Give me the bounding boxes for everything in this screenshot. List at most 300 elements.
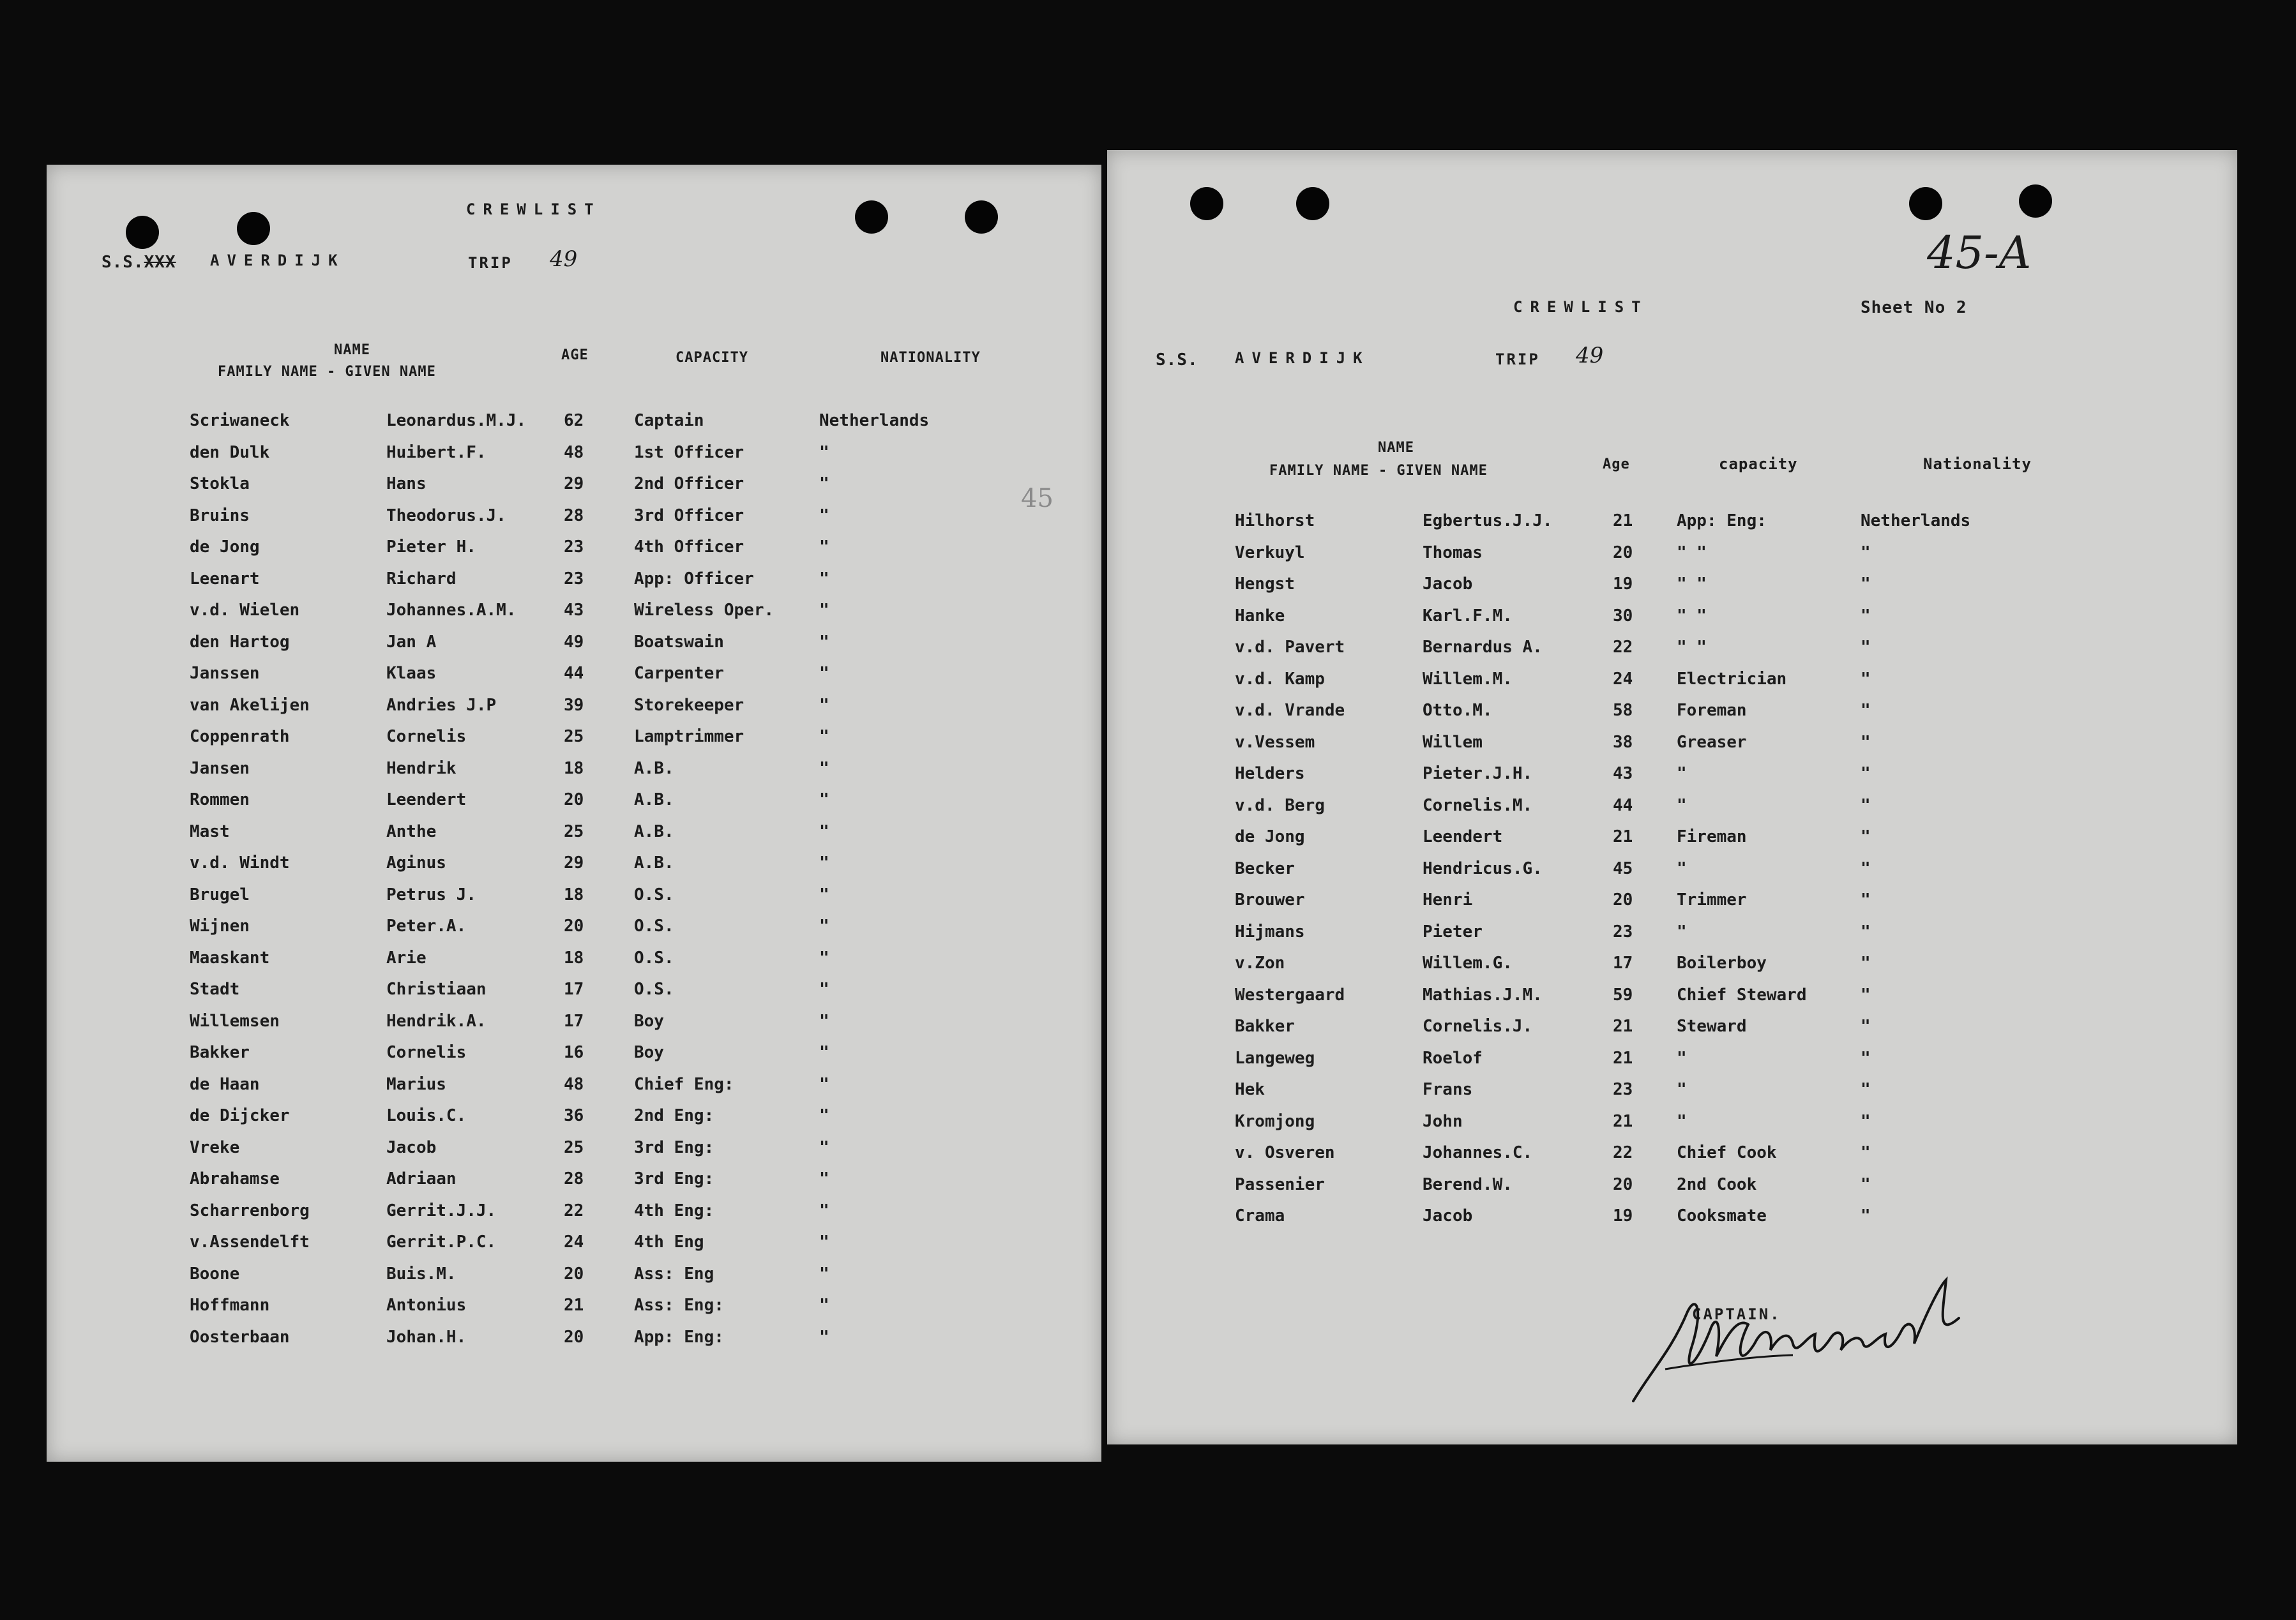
- capacity-cell: Captain: [634, 411, 704, 430]
- family-name-cell: Bakker: [1235, 1017, 1295, 1036]
- given-name-cell: Otto.M.: [1423, 701, 1493, 720]
- crew-row: [47, 411, 1101, 437]
- nationality-cell: ": [1861, 1206, 1871, 1226]
- crew-row: [1107, 1112, 2237, 1137]
- family-name-cell: v.d. Vrande: [1235, 701, 1345, 720]
- sheet-title: CREWLIST: [466, 200, 601, 218]
- faint-page-number: 45: [1021, 484, 1054, 513]
- crew-row: [1107, 986, 2237, 1011]
- given-name-cell: Huibert.F.: [386, 442, 487, 462]
- age-cell: 24: [1613, 669, 1633, 689]
- nationality-cell: ": [1861, 701, 1871, 720]
- given-name-cell: Cornelis.M.: [1423, 795, 1533, 815]
- crew-row: [47, 727, 1101, 753]
- ship-name: AVERDIJK: [210, 251, 345, 269]
- crew-row: [47, 1012, 1101, 1037]
- trip-label: TRIP: [468, 254, 513, 272]
- age-cell: 20: [1613, 543, 1633, 562]
- crew-row: [1107, 796, 2237, 821]
- capacity-cell: Boilerboy: [1677, 954, 1767, 973]
- nationality-cell: ": [819, 821, 829, 841]
- nationality-cell: Netherlands: [819, 411, 930, 430]
- age-cell: 58: [1613, 701, 1633, 720]
- capacity-cell: ": [1677, 859, 1687, 878]
- crew-row: [47, 664, 1101, 689]
- given-name-cell: Hendrik: [386, 758, 457, 778]
- nationality-cell: ": [819, 506, 829, 525]
- capacity-cell: 1st Officer: [634, 442, 744, 462]
- capacity-cell: ": [1677, 922, 1687, 941]
- family-name-cell: Becker: [1235, 859, 1295, 878]
- crew-row: [47, 696, 1101, 721]
- nationality-cell: ": [1861, 954, 1871, 973]
- punch-hole: [1296, 187, 1329, 220]
- age-cell: 62: [564, 411, 584, 430]
- given-name-cell: Arie: [386, 948, 427, 968]
- capacity-cell: Carpenter: [634, 664, 724, 683]
- nationality-cell: ": [819, 1043, 829, 1062]
- nationality-cell: ": [819, 632, 829, 652]
- family-name-cell: Coppenrath: [190, 727, 290, 746]
- age-cell: 21: [1613, 1111, 1633, 1131]
- family-name-cell: v.d. Berg: [1235, 795, 1325, 815]
- nationality-cell: ": [1861, 859, 1871, 878]
- family-name-cell: Stokla: [190, 474, 250, 493]
- given-name-cell: Willem.G.: [1423, 954, 1513, 973]
- crew-row: [1107, 1017, 2237, 1042]
- capacity-cell: Chief Cook: [1677, 1143, 1777, 1162]
- given-name-cell: Gerrit.P.C.: [386, 1233, 497, 1252]
- age-cell: 43: [1613, 764, 1633, 783]
- given-name-cell: Louis.C.: [386, 1106, 467, 1125]
- given-name-cell: Antonius: [386, 1296, 467, 1315]
- capacity-cell: 2nd Cook: [1677, 1174, 1757, 1194]
- header-capacity: capacity: [1719, 455, 1798, 473]
- age-cell: 23: [1613, 922, 1633, 941]
- given-name-cell: Leendert: [1423, 827, 1503, 846]
- given-name-cell: Adriaan: [386, 1169, 457, 1189]
- age-cell: 22: [564, 1201, 584, 1220]
- family-name-cell: Oosterbaan: [190, 1327, 290, 1347]
- header-capacity: CAPACITY: [676, 350, 748, 366]
- capacity-cell: A.B.: [634, 821, 674, 841]
- nationality-cell: ": [819, 1296, 829, 1315]
- nationality-cell: ": [819, 1264, 829, 1284]
- crew-row: [47, 790, 1101, 816]
- given-name-cell: Theodorus.J.: [386, 506, 506, 525]
- capacity-cell: Foreman: [1677, 701, 1747, 720]
- family-name-cell: Crama: [1235, 1206, 1285, 1226]
- given-name-cell: Hendrik.A.: [386, 1011, 487, 1031]
- family-name-cell: v.Assendelft: [190, 1233, 310, 1252]
- given-name-cell: Peter.A.: [386, 917, 467, 936]
- age-cell: 18: [564, 948, 584, 968]
- crew-row: [47, 474, 1101, 500]
- age-cell: 45: [1613, 859, 1633, 878]
- crew-row: [47, 633, 1101, 658]
- crew-row: [47, 1328, 1101, 1353]
- given-name-cell: Willem.M.: [1423, 669, 1513, 689]
- given-name-cell: Jacob: [1423, 1206, 1473, 1226]
- nationality-cell: Netherlands: [1861, 511, 1971, 530]
- nationality-cell: ": [819, 1074, 829, 1094]
- family-name-cell: den Dulk: [190, 442, 270, 462]
- capacity-cell: O.S.: [634, 885, 674, 904]
- age-cell: 29: [564, 474, 584, 493]
- age-cell: 18: [564, 758, 584, 778]
- nationality-cell: ": [1861, 732, 1871, 752]
- crew-row: [47, 917, 1101, 942]
- nationality-cell: ": [819, 727, 829, 746]
- age-cell: 44: [1613, 795, 1633, 815]
- age-cell: 25: [564, 1137, 584, 1157]
- nationality-cell: ": [819, 537, 829, 557]
- age-cell: 21: [564, 1296, 584, 1315]
- capacity-cell: A.B.: [634, 758, 674, 778]
- crewlist-sheet-2: [1107, 150, 2237, 1444]
- given-name-cell: Christiaan: [386, 980, 487, 999]
- capacity-cell: Greaser: [1677, 732, 1747, 752]
- nationality-cell: ": [1861, 827, 1871, 846]
- crew-row: [1107, 638, 2237, 663]
- family-name-cell: Bakker: [190, 1043, 250, 1062]
- crew-row: [1107, 1206, 2237, 1232]
- age-cell: 20: [564, 790, 584, 809]
- age-cell: 19: [1613, 574, 1633, 594]
- family-name-cell: Stadt: [190, 980, 240, 999]
- nationality-cell: ": [1861, 543, 1871, 562]
- capacity-cell: ": [1677, 764, 1687, 783]
- capacity-cell: Wireless Oper.: [634, 601, 774, 620]
- sheet-title: CREWLIST: [1513, 298, 1649, 316]
- given-name-cell: Pieter H.: [386, 537, 476, 557]
- sheet-number: Sheet No 2: [1861, 298, 1967, 317]
- capacity-cell: " ": [1677, 638, 1707, 657]
- age-cell: 25: [564, 727, 584, 746]
- family-name-cell: Willemsen: [190, 1011, 280, 1031]
- family-name-cell: Langeweg: [1235, 1048, 1315, 1068]
- nationality-cell: ": [819, 1201, 829, 1220]
- capacity-cell: A.B.: [634, 790, 674, 809]
- crew-row: [47, 569, 1101, 595]
- age-cell: 39: [564, 695, 584, 715]
- capacity-cell: 4th Eng:: [634, 1201, 714, 1220]
- header-nationality: NATIONALITY: [880, 350, 981, 366]
- capacity-cell: Steward: [1677, 1017, 1747, 1036]
- nationality-cell: ": [819, 664, 829, 683]
- nationality-cell: ": [819, 601, 829, 620]
- header-nationality: Nationality: [1923, 455, 2032, 473]
- given-name-cell: Thomas: [1423, 543, 1483, 562]
- punch-hole: [2019, 184, 2052, 218]
- given-name-cell: Pieter: [1423, 922, 1483, 941]
- age-cell: 16: [564, 1043, 584, 1062]
- family-name-cell: Boone: [190, 1264, 240, 1284]
- family-name-cell: Verkuyl: [1235, 543, 1305, 562]
- age-cell: 17: [564, 1011, 584, 1031]
- crew-row: [1107, 922, 2237, 948]
- capacity-cell: Boatswain: [634, 632, 724, 652]
- age-cell: 48: [564, 442, 584, 462]
- crew-row: [47, 759, 1101, 784]
- given-name-cell: Gerrit.J.J.: [386, 1201, 497, 1220]
- given-name-cell: Leendert: [386, 790, 467, 809]
- capacity-cell: ": [1677, 795, 1687, 815]
- nationality-cell: ": [819, 474, 829, 493]
- punch-hole: [126, 216, 159, 249]
- ship-name: AVERDIJK: [1235, 349, 1370, 367]
- trip-number: 49: [550, 246, 578, 272]
- nationality-cell: ": [1861, 985, 1871, 1005]
- capacity-cell: Ass: Eng: [634, 1264, 714, 1284]
- capacity-cell: O.S.: [634, 917, 674, 936]
- crew-row: [1107, 1080, 2237, 1106]
- crew-table-1: [47, 411, 1101, 1356]
- family-name-cell: Hengst: [1235, 574, 1295, 594]
- age-cell: 44: [564, 664, 584, 683]
- crew-row: [47, 1075, 1101, 1100]
- given-name-cell: Leonardus.M.J.: [386, 411, 527, 430]
- family-name-cell: Westergaard: [1235, 985, 1345, 1005]
- given-name-cell: Petrus J.: [386, 885, 476, 904]
- age-cell: 25: [564, 821, 584, 841]
- nationality-cell: ": [819, 695, 829, 715]
- nationality-cell: ": [1861, 922, 1871, 941]
- given-name-cell: Johannes.C.: [1423, 1143, 1533, 1162]
- crew-row: [47, 822, 1101, 848]
- age-cell: 59: [1613, 985, 1633, 1005]
- family-name-cell: v.d. Pavert: [1235, 638, 1345, 657]
- capacity-cell: " ": [1677, 606, 1707, 626]
- given-name-cell: Berend.W.: [1423, 1174, 1513, 1194]
- crew-row: [1107, 543, 2237, 569]
- crew-row: [47, 1106, 1101, 1132]
- family-name-cell: Rommen: [190, 790, 250, 809]
- age-cell: 49: [564, 632, 584, 652]
- age-cell: 23: [564, 537, 584, 557]
- punch-hole: [1190, 187, 1223, 220]
- crew-row: [47, 1296, 1101, 1321]
- crew-row: [47, 537, 1101, 563]
- nationality-cell: ": [819, 758, 829, 778]
- age-cell: 20: [1613, 1174, 1633, 1194]
- nationality-cell: ": [1861, 795, 1871, 815]
- family-name-cell: Scharrenborg: [190, 1201, 310, 1220]
- age-cell: 17: [1613, 954, 1633, 973]
- nationality-cell: ": [819, 790, 829, 809]
- crew-row: [1107, 764, 2237, 790]
- punch-hole: [237, 212, 270, 245]
- age-cell: 17: [564, 980, 584, 999]
- age-cell: 20: [564, 1264, 584, 1284]
- crew-row: [1107, 827, 2237, 853]
- family-name-cell: v.d. Windt: [190, 853, 290, 873]
- given-name-cell: Willem: [1423, 732, 1483, 752]
- age-cell: 18: [564, 885, 584, 904]
- capacity-cell: 3rd Eng:: [634, 1137, 714, 1157]
- nationality-cell: ": [819, 1106, 829, 1125]
- given-name-cell: Hendricus.G.: [1423, 859, 1543, 878]
- age-cell: 29: [564, 853, 584, 873]
- header-name: NAME: [334, 342, 370, 358]
- age-cell: 20: [564, 917, 584, 936]
- nationality-cell: ": [819, 569, 829, 589]
- capacity-cell: A.B.: [634, 853, 674, 873]
- capacity-cell: App: Eng:: [634, 1327, 724, 1347]
- crew-row: [47, 949, 1101, 974]
- age-cell: 28: [564, 506, 584, 525]
- given-name-cell: Jacob: [1423, 574, 1473, 594]
- given-name-cell: Karl.F.M.: [1423, 606, 1513, 626]
- nationality-cell: ": [1861, 890, 1871, 910]
- given-name-cell: Johan.H.: [386, 1327, 467, 1347]
- family-name-cell: van Akelijen: [190, 695, 310, 715]
- crew-row: [47, 1138, 1101, 1164]
- given-name-cell: Aginus: [386, 853, 446, 873]
- crewlist-sheet-1: [47, 165, 1101, 1462]
- age-cell: 19: [1613, 1206, 1633, 1226]
- punch-hole: [1909, 187, 1942, 220]
- crew-row: [47, 1233, 1101, 1258]
- nationality-cell: ": [819, 885, 829, 904]
- nationality-cell: ": [1861, 764, 1871, 783]
- age-cell: 30: [1613, 606, 1633, 626]
- capacity-cell: App: Eng:: [1677, 511, 1767, 530]
- captain-signature: [1627, 1273, 1984, 1420]
- family-name-cell: Brugel: [190, 885, 250, 904]
- given-name-cell: Hans: [386, 474, 427, 493]
- family-name-cell: Kromjong: [1235, 1111, 1315, 1131]
- nationality-cell: ": [1861, 1080, 1871, 1099]
- given-name-cell: John: [1423, 1111, 1463, 1131]
- capacity-cell: 3rd Eng:: [634, 1169, 714, 1189]
- given-name-cell: Mathias.J.M.: [1423, 985, 1543, 1005]
- crew-row: [47, 601, 1101, 626]
- family-name-cell: v. Osveren: [1235, 1143, 1335, 1162]
- nationality-cell: ": [1861, 1143, 1871, 1162]
- nationality-cell: ": [819, 948, 829, 968]
- age-cell: 21: [1613, 511, 1633, 530]
- age-cell: 23: [564, 569, 584, 589]
- family-name-cell: v.Zon: [1235, 954, 1285, 973]
- family-name-cell: Bruins: [190, 506, 250, 525]
- header-family-given: FAMILY NAME - GIVEN NAME: [1269, 463, 1488, 479]
- family-name-cell: Wijnen: [190, 917, 250, 936]
- given-name-cell: Buis.M.: [386, 1264, 457, 1284]
- capacity-cell: O.S.: [634, 948, 674, 968]
- family-name-cell: v.d. Wielen: [190, 601, 300, 620]
- capacity-cell: 2nd Officer: [634, 474, 744, 493]
- capacity-cell: Cooksmate: [1677, 1206, 1767, 1226]
- nationality-cell: ": [819, 980, 829, 999]
- family-name-cell: v.Vessem: [1235, 732, 1315, 752]
- nationality-cell: ": [819, 1137, 829, 1157]
- family-name-cell: Jansen: [190, 758, 250, 778]
- crew-row: [1107, 701, 2237, 726]
- capacity-cell: Trimmer: [1677, 890, 1747, 910]
- family-name-cell: de Jong: [190, 537, 260, 557]
- family-name-cell: Brouwer: [1235, 890, 1305, 910]
- crew-row: [1107, 670, 2237, 695]
- age-cell: 22: [1613, 638, 1633, 657]
- crew-row: [1107, 733, 2237, 758]
- header-age: AGE: [561, 347, 589, 363]
- family-name-cell: Hijmans: [1235, 922, 1305, 941]
- crew-row: [1107, 511, 2237, 537]
- capacity-cell: 4th Officer: [634, 537, 744, 557]
- given-name-cell: Pieter.J.H.: [1423, 764, 1533, 783]
- family-name-cell: Passenier: [1235, 1174, 1325, 1194]
- family-name-cell: de Jong: [1235, 827, 1305, 846]
- crew-row: [1107, 1049, 2237, 1074]
- nationality-cell: ": [819, 1233, 829, 1252]
- family-name-cell: Hek: [1235, 1080, 1265, 1099]
- crew-row: [47, 980, 1101, 1005]
- given-name-cell: Klaas: [386, 664, 437, 683]
- crew-row: [47, 1264, 1101, 1290]
- capacity-cell: Boy: [634, 1043, 664, 1062]
- header-age: Age: [1603, 456, 1630, 472]
- given-name-cell: Bernardus A.: [1423, 638, 1543, 657]
- nationality-cell: ": [1861, 574, 1871, 594]
- age-cell: 43: [564, 601, 584, 620]
- given-name-cell: Andries J.P: [386, 695, 497, 715]
- crew-row: [47, 1169, 1101, 1195]
- capacity-cell: 4th Eng: [634, 1233, 704, 1252]
- capacity-cell: ": [1677, 1111, 1687, 1131]
- nationality-cell: ": [819, 442, 829, 462]
- age-cell: 38: [1613, 732, 1633, 752]
- family-name-cell: Mast: [190, 821, 230, 841]
- crew-row: [47, 443, 1101, 469]
- ship-prefix: S.S.XXX: [102, 253, 176, 272]
- crew-row: [1107, 1175, 2237, 1201]
- nationality-cell: ": [1861, 1048, 1871, 1068]
- age-cell: 48: [564, 1074, 584, 1094]
- age-cell: 20: [1613, 890, 1633, 910]
- given-name-cell: Richard: [386, 569, 457, 589]
- age-cell: 23: [1613, 1080, 1633, 1099]
- nationality-cell: ": [1861, 606, 1871, 626]
- header-family-given: FAMILY NAME - GIVEN NAME: [218, 364, 436, 380]
- trip-number: 49: [1576, 343, 1604, 368]
- given-name-cell: Jan A: [386, 632, 437, 652]
- capacity-cell: ": [1677, 1048, 1687, 1068]
- given-name-cell: Henri: [1423, 890, 1473, 910]
- capacity-cell: Ass: Eng:: [634, 1296, 724, 1315]
- crew-row: [47, 1201, 1101, 1227]
- nationality-cell: ": [819, 917, 829, 936]
- crew-row: [1107, 954, 2237, 979]
- nationality-cell: ": [1861, 1017, 1871, 1036]
- capacity-cell: Chief Steward: [1677, 985, 1807, 1005]
- given-name-cell: Marius: [386, 1074, 446, 1094]
- age-cell: 21: [1613, 1048, 1633, 1068]
- capacity-cell: Electrician: [1677, 669, 1787, 689]
- family-name-cell: Hanke: [1235, 606, 1285, 626]
- family-name-cell: Leenart: [190, 569, 260, 589]
- given-name-cell: Cornelis.J.: [1423, 1017, 1533, 1036]
- crew-row: [1107, 574, 2237, 600]
- crew-row: [47, 885, 1101, 911]
- age-cell: 22: [1613, 1143, 1633, 1162]
- capacity-cell: O.S.: [634, 980, 674, 999]
- capacity-cell: Fireman: [1677, 827, 1747, 846]
- sheet-reference: 45-A: [1927, 227, 2032, 279]
- family-name-cell: v.d. Kamp: [1235, 669, 1325, 689]
- given-name-cell: Roelof: [1423, 1048, 1483, 1068]
- capacity-cell: 3rd Officer: [634, 506, 744, 525]
